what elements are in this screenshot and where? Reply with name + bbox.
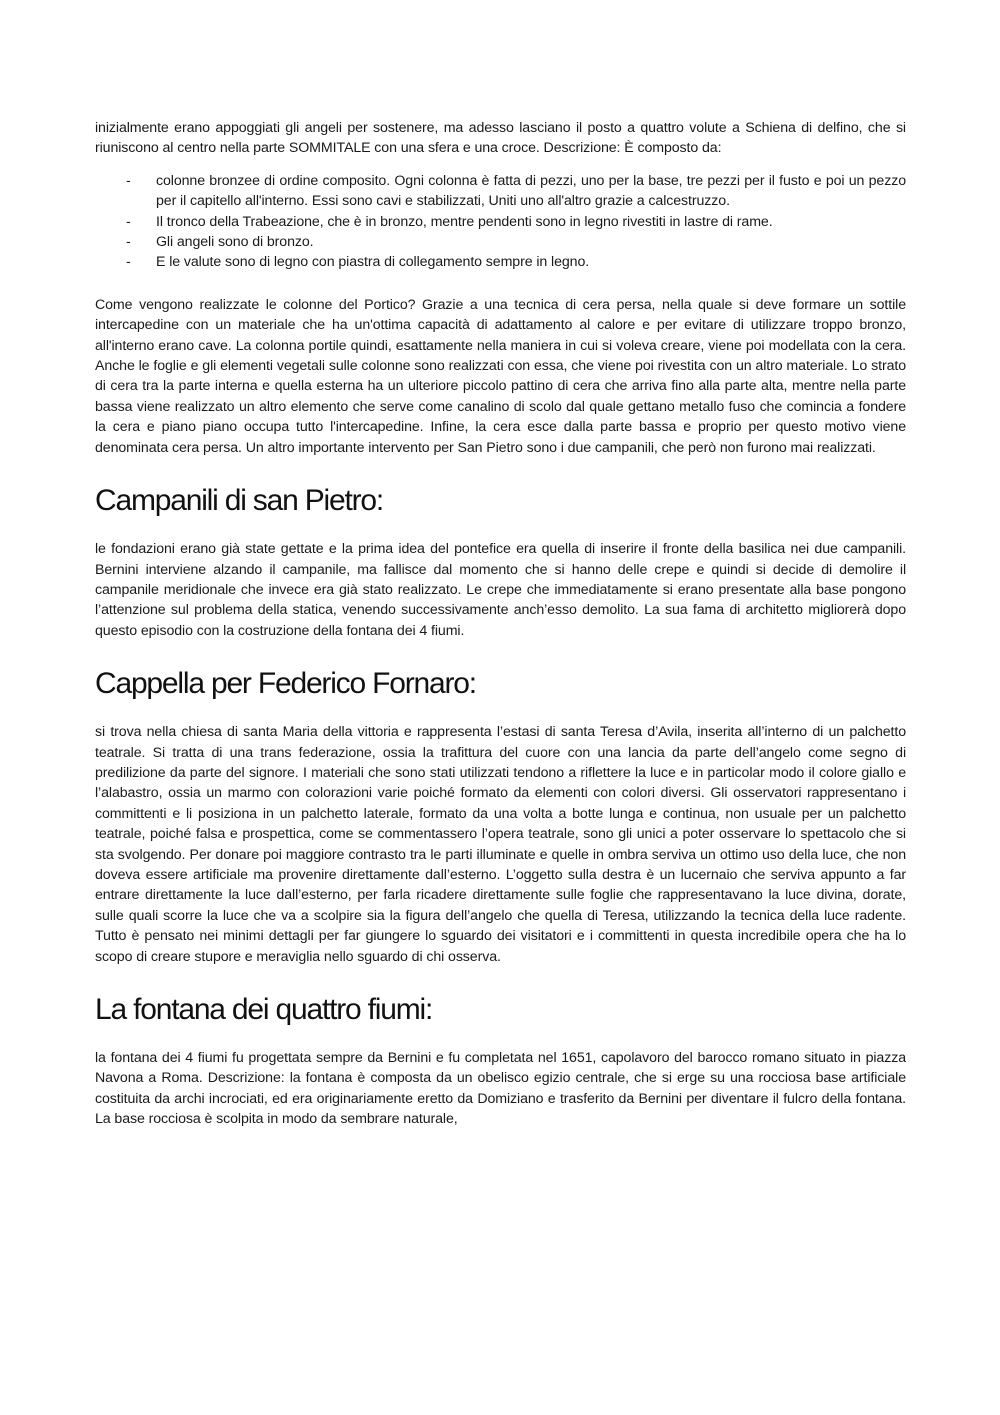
section-text-cappella: si trova nella chiesa di santa Maria della vittoria e rappresenta l’estasi di santa Teresa d’Avila, inserita all’interno di un palchetto teatrale. Si tratta di una trans federazione, ossia la trafittura del cuore con una lancia da parte dell’angelo come segno di predilizione da parte del signore. I materiali che sono stati utilizzati tendono a riflettere la luce e in particolar modo il colore giallo e l’alabastro, ossia un marmo con colorazioni varie poiché formato da elementi con colori diversi. Gli osservatori rappresentano i committenti e li posiziona in un palchetto laterale, formato da una volta a botte lunga e continua, non usuale per un palchetto teatrale, poiché falsa e prospettica, come se commentassero l’opera teatrale, sono gli unici a poter osservare lo spettacolo che si sta svolgendo. Per donare poi maggiore contrasto tra le parti illuminate e quelle in ombra serviva un ottimo uso della luce, che non doveva essere artificiale ma provenire direttamente dall’esterno. L’oggetto sulla destra è un lucernaio che serviva appunto a far entrare direttamente la luce dall’esterno, per farla ricadere direttamente sulle foglie che rappresentavano la luce divina, dorate, sulle quali scorre la luce che va a scolpire sia la figura dell’angelo che quella di Teresa, utilizzando la tecnica della luce radente. Tutto è pensato nei minimi dettagli per far giungere lo sguardo dei visitatori e i committenti in questa incredibile opera che ha lo scopo di creare stupore e meraviglia nello sguardo di chi osserva. [95,724,906,965]
dash-list [95,171,906,273]
list-item-text: Gli angeli sono di bronzo. [156,234,314,251]
spacer [95,273,906,295]
spacer [95,519,906,539]
section-text-campanili: le fondazioni erano già state gettate e la prima idea del pontefice era quella di inserire il fronte della basilica nei due campanili. Bernini interviene alzando il campanile, ma fallisce dal momento che si hanno delle crepe e quindi si decide di demolire il campanile meridionale che invece era già stato realizzato. Le crepe che immediatamente si erano presentate alla base pongono l’attenzione sul problema della statica, venendo successivamente anch’esso demolito. La sua fama di architetto migliorerà dopo questo episodio con la costruzione della fontana dei 4 fiumi. [95,541,906,639]
list-item-text: Il tronco della Trabeazione, che è in bronzo, mentre pendenti sono in legno rivestiti in lastre di rame. [156,213,773,230]
dash-marker: - [126,234,131,251]
list-item [95,171,906,212]
section-heading-campanili: Campanili di san Pietro: [95,484,384,518]
spacer [95,967,906,992]
dash-marker: - [126,254,131,271]
list-item-text: E le valute sono di legno con piastra di collegamento sempre in legno. [156,254,590,271]
list-item-text: colonne bronzee di ordine composito. Ogni colonna è fatta di pezzi, uno per la base, tre pezzi per il fusto e poi un pezzo per il capitello all'interno. Essi sono cavi e stabilizzati, Uniti uno all'altro grazie a calcestruzzo. [156,172,906,210]
document-page [95,118,906,1130]
spacer [95,1028,906,1048]
dash-marker: - [126,172,131,189]
section-heading-cappella: Cappella per Federico Fornaro: [95,667,476,701]
list-item [95,252,906,272]
list-item [95,232,906,252]
portico-paragraph: Come vengono realizzate le colonne del Portico? Grazie a una tecnica di cera persa, nella quale si deve formare un sottile intercapedine con un materiale che ha un'ottima capacità di adattamento al calore e per evitare di utilizzare troppo bronzo, all'interno erano cave. La colonna portile quindi, esattamente nella maniera in cui si voleva creare, viene poi modellata con la cera. Anche le foglie e gli elementi vegetali sulle colonne sono realizzati con essa, che viene poi rivestita con un altro materiale. Lo strato di cera tra la parte interna e quella esterna ha un ulteriore piccolo pattino di cera che arriva fino alla parte alta, mentre nella parte bassa viene realizzato un altro elemento che serve come canalino di scolo dal quale gettano metallo fuso che comincia a fondere la cera e piano piano occupa tutto l'intercapedine. Infine, la cera esce dalla parte bassa e proprio per questo motivo viene denominata cera persa. Un altro importante intervento per San Pietro sono i due campanili, che però non furono mai realizzati. [95,296,906,456]
spacer [95,159,906,171]
section-text-fontana: la fontana dei 4 fiumi fu progettata sempre da Bernini e fu completata nel 1651, capolavoro del barocco romano situato in piazza Navona a Roma. Descrizione: la fontana è composta da un obelisco egizio centrale, che si erge su una rocciosa base artificiale costituita da archi incrociati, ed era originariamente eretto da Domiziano e trasferito da Bernini per diventare il fulcro della fontana. La base rocciosa è scolpita in modo da sembrare naturale, [95,1050,906,1128]
spacer [95,702,906,722]
intro-paragraph: inizialmente erano appoggiati gli angeli per sostenere, ma adesso lasciano il posto a quattro volute a Schiena di delfino, che si riuniscono al centro nella parte SOMMITALE con una sfera e una croce. Descrizione: È composto da: [95,120,906,157]
spacer [95,641,906,666]
spacer [95,458,906,483]
dash-marker: - [126,213,131,230]
section-heading-fontana: La fontana dei quattro fiumi: [95,993,433,1026]
list-item [95,212,906,232]
